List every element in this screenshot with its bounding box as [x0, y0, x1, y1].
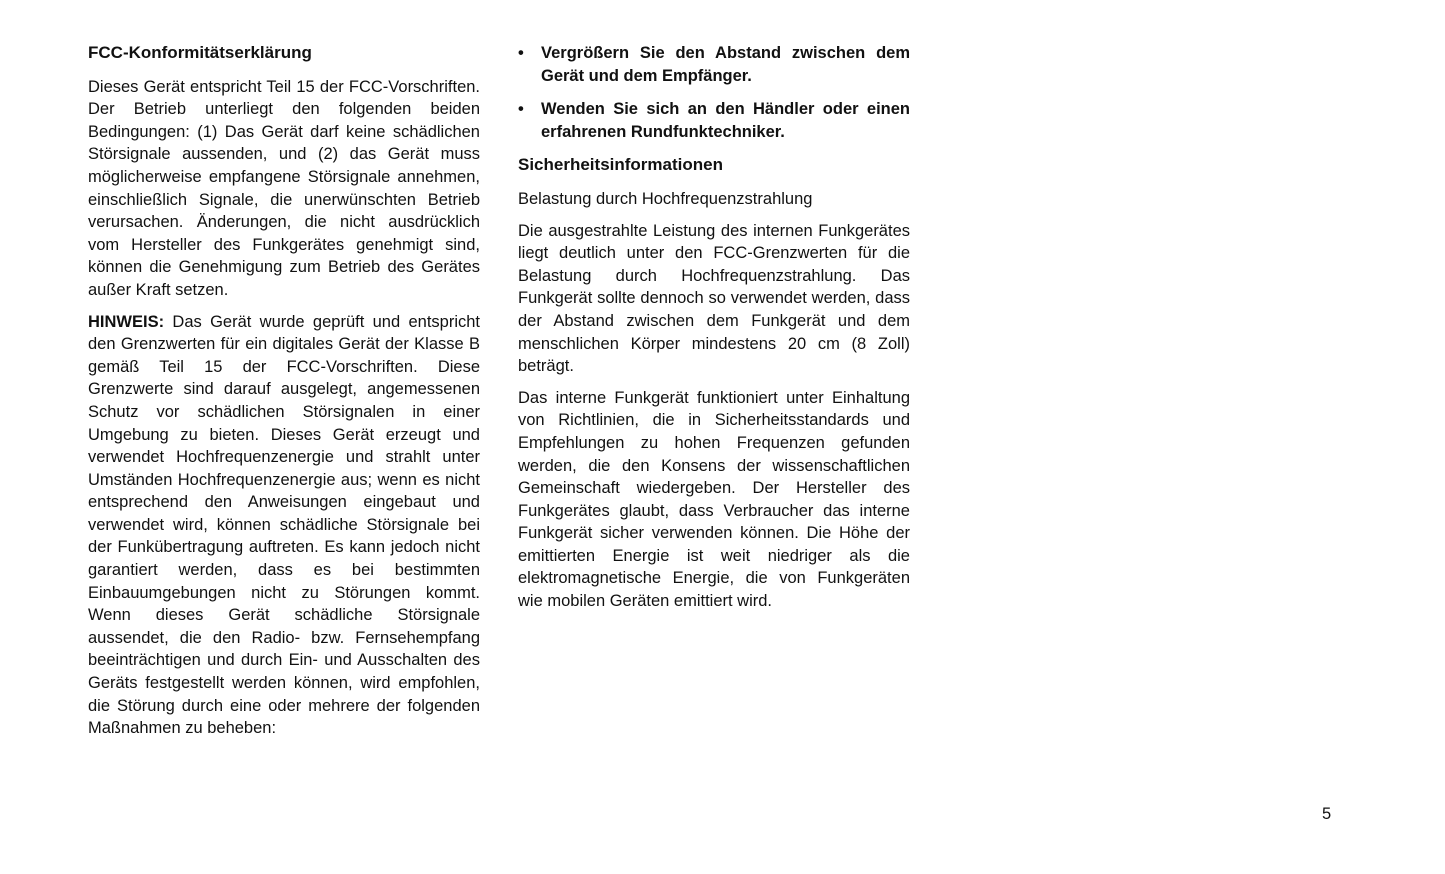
rf-exposure-paragraph-2: Das interne Funkgerät funktioniert unter Einhaltung von Richtlinien, die in Sicherheitsstandards und Empfehlungen zu hohen Frequenzen gefunden werden, die den Konsens der wissenschaftlichen Gemeinschaft wiedergeben. Der Hersteller des Funkgerätes glaubt, dass Verbraucher das interne Funkgerät sicher verwenden können. Die Höhe der emittierten Energie ist weit niedriger als die elektromagnetische Energie, die von Funkgeräten wie mobilen Geräten emittiert wird.	[518, 388, 910, 611]
page-number: 5	[1322, 805, 1332, 823]
left-column	[88, 42, 480, 740]
fcc-declaration-paragraph: Dieses Gerät entspricht Teil 15 der FCC-Vorschriften. Der Betrieb unterliegt den folgenden beiden Bedingungen: (1) Das Gerät darf keine schädlichen Störsignale aussenden, und (2) das Gerät muss möglicherweise empfangene Störsignale annehmen, einschließlich Signale, die unerwünschten Betrieb verursachen. Änderungen, die nicht ausdrücklich vom Hersteller des Funkgerätes genehmigt sind, können die Genehmigung zum Betrieb des Gerätes außer Kraft setzen.	[88, 77, 480, 299]
hinweis-label: HINWEIS:	[88, 312, 165, 331]
right-column	[518, 42, 910, 613]
bullet-icon: •	[518, 44, 524, 62]
hinweis-text: Das Gerät wurde geprüft und entspricht den Grenzwerten für ein digitales Gerät der Klasse B gemäß Teil 15 der FCC-Vorschriften. Diese Grenzwerte sind darauf ausgelegt, angemessenen Schutz vor schädlichen Störsignalen in einer Umgebung zu bieten. Dieses Gerät erzeugt und verwendet Hochfrequenzenergie und strahlt unter Umständen Hochfrequenzenergie aus; wenn es nicht entsprechend den Anweisungen eingebaut und verwendet wird, können schädliche Störsignale bei der Funkübertragung auftreten. Es kann jedoch nicht garantiert werden, dass es bei bestimmten Einbauumgebungen nicht zu Störungen kommt. Wenn dieses Gerät schädliche Störsignale aussendet, die den Radio- bzw. Fernsehempfang beeinträchtigen und durch Ein- und Ausschalten des Geräts festgestellt werden können, wird empfohlen, die Störung durch eine oder mehrere der folgenden Maßnahmen zu beheben:	[88, 312, 480, 738]
list-item	[518, 98, 910, 143]
bullet-text: Wenden Sie sich an den Händler oder einen erfahrenen Rundfunktechniker.	[541, 100, 910, 141]
list-item	[518, 42, 910, 87]
rf-exposure-subheading: Belastung durch Hochfrequenzstrahlung	[518, 189, 813, 208]
bullet-icon: •	[518, 100, 524, 119]
bullet-text: Vergrößern Sie den Abstand zwischen dem Gerät und dem Empfänger.	[541, 44, 910, 85]
rf-exposure-paragraph-1: Die ausgestrahlte Leistung des internen Funkgerätes liegt deutlich unter den FCC-Grenzwerten für die Belastung durch Hochfrequenzstrahlung. Das Funkgerät sollte dennoch so verwendet werden, dass der Abstand zwischen dem Funkgerät und dem menschlichen Körper mindestens 20 cm (8 Zoll) beträgt.	[518, 221, 910, 376]
hinweis-paragraph	[88, 311, 480, 740]
fcc-declaration-heading: FCC-Konformitätserklärung	[88, 43, 312, 62]
safety-information-heading: Sicherheitsinformationen	[518, 155, 723, 175]
remedy-bullet-list	[518, 42, 910, 143]
